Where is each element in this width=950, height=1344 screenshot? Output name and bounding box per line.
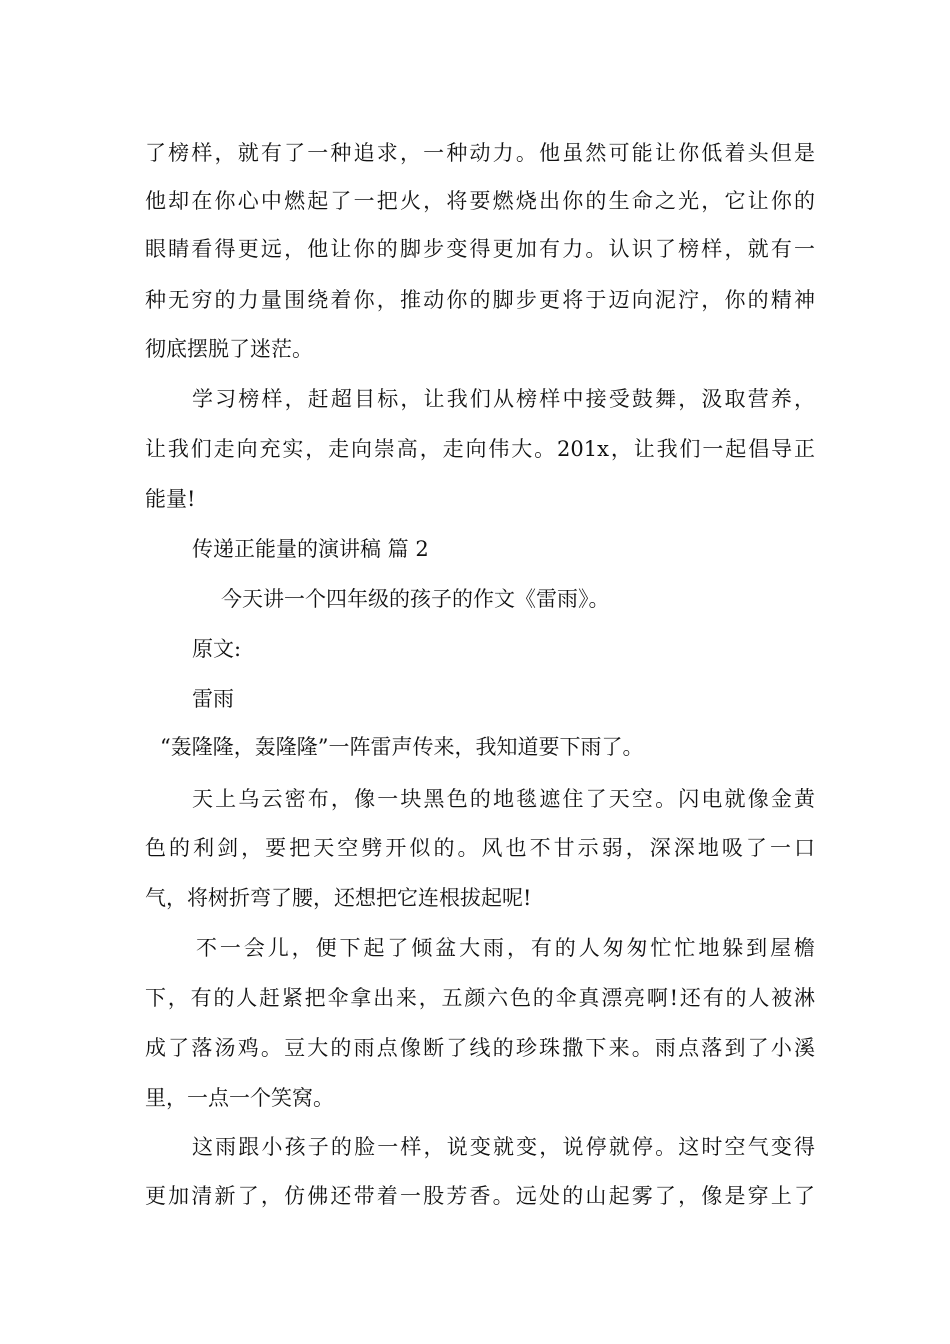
text-line: 了榜样，就有了一种追求，一种动力。他虽然可能让你低着头但是	[145, 141, 815, 165]
essay-title: 雷雨	[192, 687, 234, 711]
text-line: 彻底摆脱了迷茫。	[145, 337, 313, 361]
section-heading: 传递正能量的演讲稿 篇 2	[192, 537, 429, 561]
text-line: 更加清新了，仿佛还带着一股芳香。远处的山起雾了，像是穿上了	[145, 1184, 815, 1208]
text-line: 让我们走向充实，走向崇高，走向伟大。201x，让我们一起倡导正	[145, 437, 815, 461]
text-line: 眼睛看得更远，他让你的脚步变得更加有力。认识了榜样，就有一	[145, 237, 815, 261]
text-line: 里，一点一个笑窝。	[145, 1086, 334, 1110]
text-line: 原文:	[192, 637, 242, 661]
text-line: 气，将树折弯了腰，还想把它连根拔起呢!	[145, 886, 532, 910]
text-line: 能量!	[145, 487, 196, 511]
text-line: 天上乌云密布，像一块黑色的地毯遮住了天空。闪电就像金黄	[192, 787, 815, 811]
text-line: 这雨跟小孩子的脸一样，说变就变，说停就停。这时空气变得	[192, 1135, 815, 1159]
text-line: 色的利剑，要把天空劈开似的。风也不甘示弱，深深地吸了一口	[145, 836, 815, 860]
text-line: 今天讲一个四年级的孩子的作文《雷雨》。	[221, 587, 610, 611]
text-line: 种无穷的力量围绕着你，推动你的脚步更将于迈向泥泞，你的精神	[145, 288, 815, 312]
text-line: 不一会儿，便下起了倾盆大雨，有的人匆匆忙忙地躲到屋檐	[196, 936, 815, 960]
text-line: 成了落汤鸡。豆大的雨点像断了线的珍珠撒下来。雨点落到了小溪	[145, 1036, 815, 1060]
text-line: 学习榜样，赶超目标，让我们从榜样中接受鼓舞，汲取营养，	[192, 387, 815, 411]
text-line: 他却在你心中燃起了一把火，将要燃烧出你的生命之光，它让你的	[145, 189, 815, 213]
text-line: 下，有的人赶紧把伞拿出来，五颜六色的伞真漂亮啊!还有的人被淋	[145, 986, 815, 1010]
text-line: “轰隆隆，轰隆隆”一阵雷声传来，我知道要下雨了。	[160, 735, 644, 759]
